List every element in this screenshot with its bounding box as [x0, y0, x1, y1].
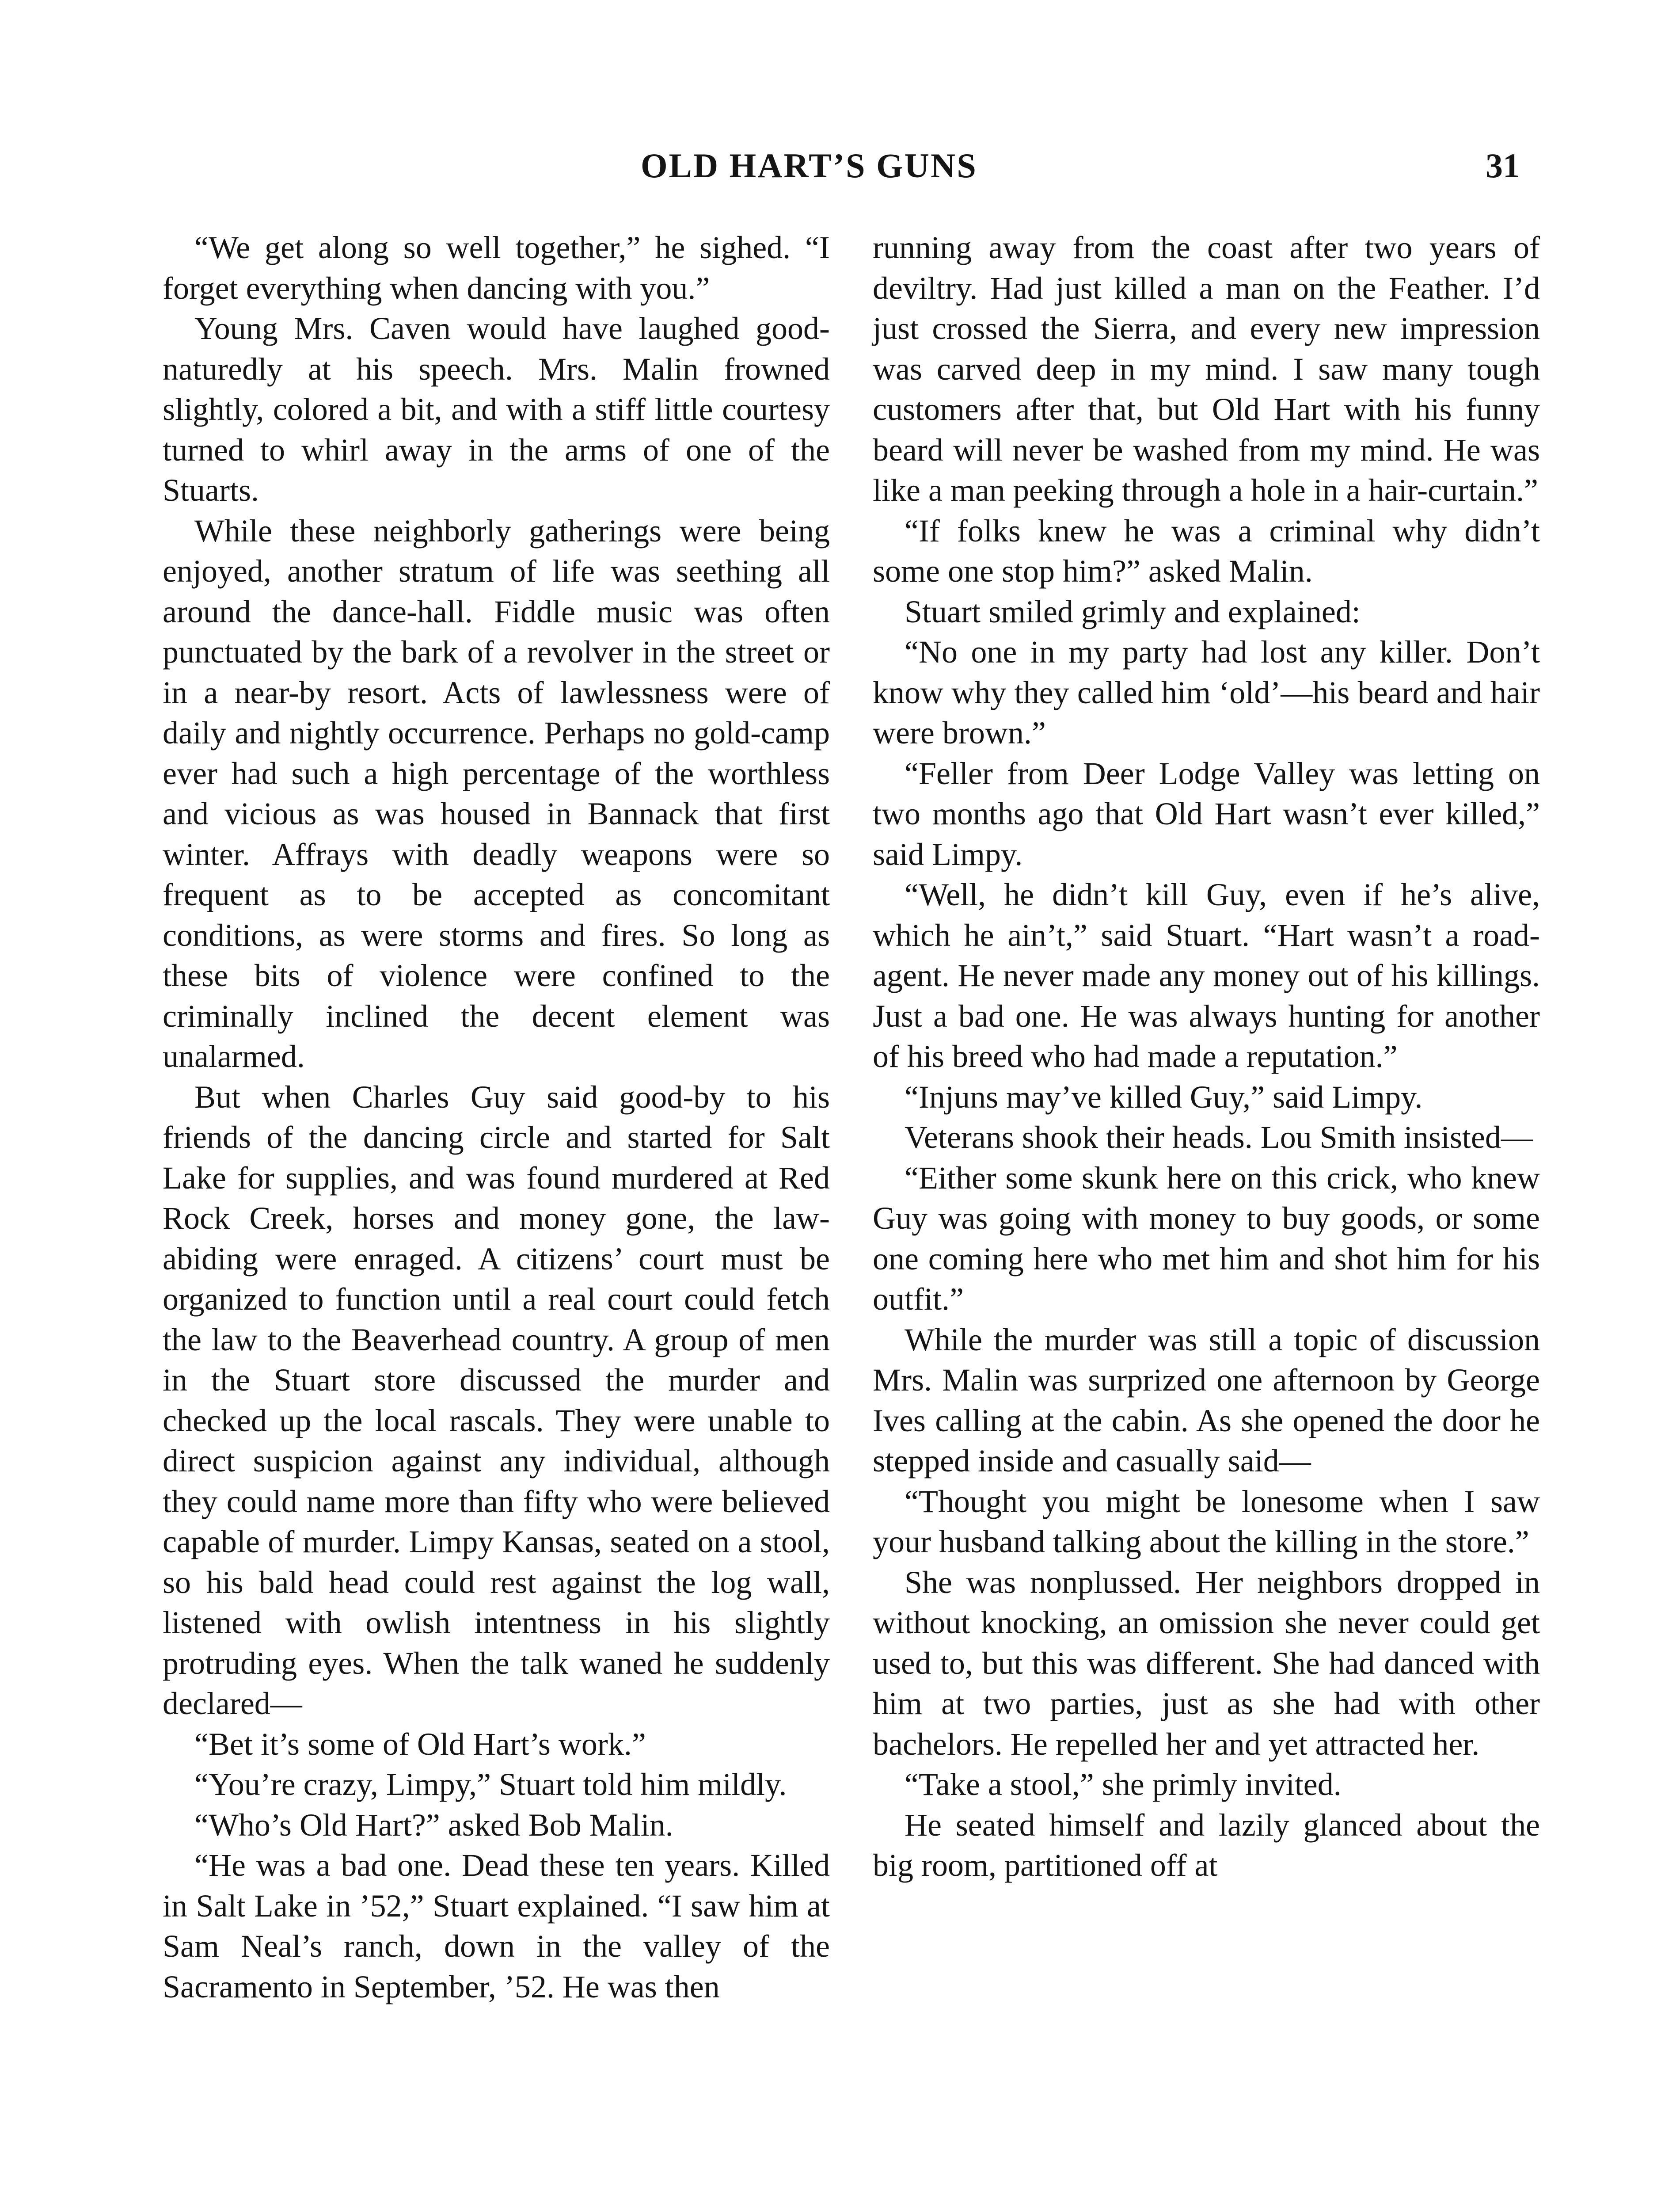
paragraph: “Injuns may’ve killed Guy,” said Limpy. [905, 1079, 1423, 1115]
paragraph: “If folks knew he was a criminal why didn’t some one stop him?” asked Malin. [873, 513, 1540, 589]
paragraph: “Who’s Old Hart?” asked Bob Malin. [194, 1807, 673, 1843]
paragraph: “Either some skunk here on this crick, who knew Guy was going with money to buy goods, or some one coming here who met him and shot him for his outfit.” [873, 1160, 1540, 1317]
paragraph: “You’re crazy, Limpy,” Stuart told him mildly. [194, 1767, 787, 1802]
paragraph: Stuart smiled grimly and explained: [905, 594, 1361, 629]
paragraph: She was nonplussed. Her neighbors dropped in without knocking, an omission she never could get used to, but this was different. She had danced with him at two parties, just as she had with other bachelors. He repelled her and yet attracted her. [873, 1564, 1540, 1762]
paragraph: “Take a stool,” she primly invited. [905, 1767, 1342, 1802]
paragraph: While the murder was still a topic of discussion Mrs. Malin was surprized one afternoon by George Ives calling at the cabin. As she opened the door he stepped inside and casually said— [873, 1322, 1540, 1478]
paragraph: “No one in my party had lost any killer. Don’t know why they called him ‘old’—his beard and hair were brown.” [873, 634, 1540, 751]
left-column [163, 228, 830, 2007]
page-number: 31 [1486, 146, 1520, 185]
paragraph: “We get along so well together,” he sighed. “I forget everything when dancing with you.” [163, 230, 830, 306]
paragraph: “Bet it’s some of Old Hart’s work.” [194, 1726, 646, 1762]
paragraph-continued: running away from the coast after two years of deviltry. Had just killed a man on the Feather. I’d just crossed the Sierra, and every new impression was carved deep in my mind. I saw many tough customers after that, but Old Hart with his funny beard will never be washed from my mind. He was like a man peeking through a hole in a hair-curtain.” [873, 230, 1540, 508]
paragraph: “Thought you might be lonesome when I saw your husband talking about the killing in the store.” [873, 1483, 1540, 1559]
paragraph: “He was a bad one. Dead these ten years. Killed in Salt Lake in ’52,” Stuart explained. “I saw him at Sam Neal’s ranch, down in the valley of the Sacramento in September, ’52. He was then [163, 1848, 830, 2004]
right-column [873, 228, 1540, 1886]
paragraph: He seated himself and lazily glanced about the big room, partitioned off at [873, 1807, 1540, 1883]
paragraph: While these neighborly gatherings were being enjoyed, another stratum of life was seething all around the dance-hall. Fiddle music was often punctuated by the bark of a revolver in the street or in a near-by resort. Acts of lawlessness were of daily and nightly occurrence. Perhaps no gold-camp ever had such a high percentage of the worthless and vicious as was housed in Bannack that first winter. Affrays with deadly weapons were so frequent as to be accepted as concomitant conditions, as were storms and fires. So long as these bits of violence were confined to the criminally inclined the decent element was unalarmed. [163, 513, 830, 1074]
paragraph: Veterans shook their heads. Lou Smith insisted— [905, 1120, 1533, 1155]
paragraph: “Well, he didn’t kill Guy, even if he’s alive, which he ain’t,” said Stuart. “Hart wasn’t a road-agent. He never made any money out of his killings. Just a bad one. He was always hunting for another of his breed who had made a reputation.” [873, 877, 1540, 1074]
paragraph: Young Mrs. Caven would have laughed good-naturedly at his speech. Mrs. Malin frowned slightly, colored a bit, and with a stiff little courtesy turned to whirl away in the arms of one of the Stuarts. [163, 311, 830, 508]
paragraph: “Feller from Deer Lodge Valley was letting on two months ago that Old Hart wasn’t ever killed,” said Limpy. [873, 755, 1540, 872]
page-header [0, 146, 1680, 199]
running-head: OLD HART’S GUNS [641, 146, 977, 185]
paragraph: But when Charles Guy said good-by to his friends of the dancing circle and started for Salt Lake for supplies, and was found murdered at Red Rock Creek, horses and money gone, the law-abiding were enraged. A citizens’ court must be organized to function until a real court could fetch the law to the Beaverhead country. A group of men in the Stuart store discussed the murder and checked up the local rascals. They were unable to direct suspicion against any individual, although they could name more than fifty who were believed capable of murder. Limpy Kansas, seated on a stool, so his bald head could rest against the log wall, listened with owlish intentness in his slightly protruding eyes. When the talk waned he suddenly declared— [163, 1079, 830, 1721]
